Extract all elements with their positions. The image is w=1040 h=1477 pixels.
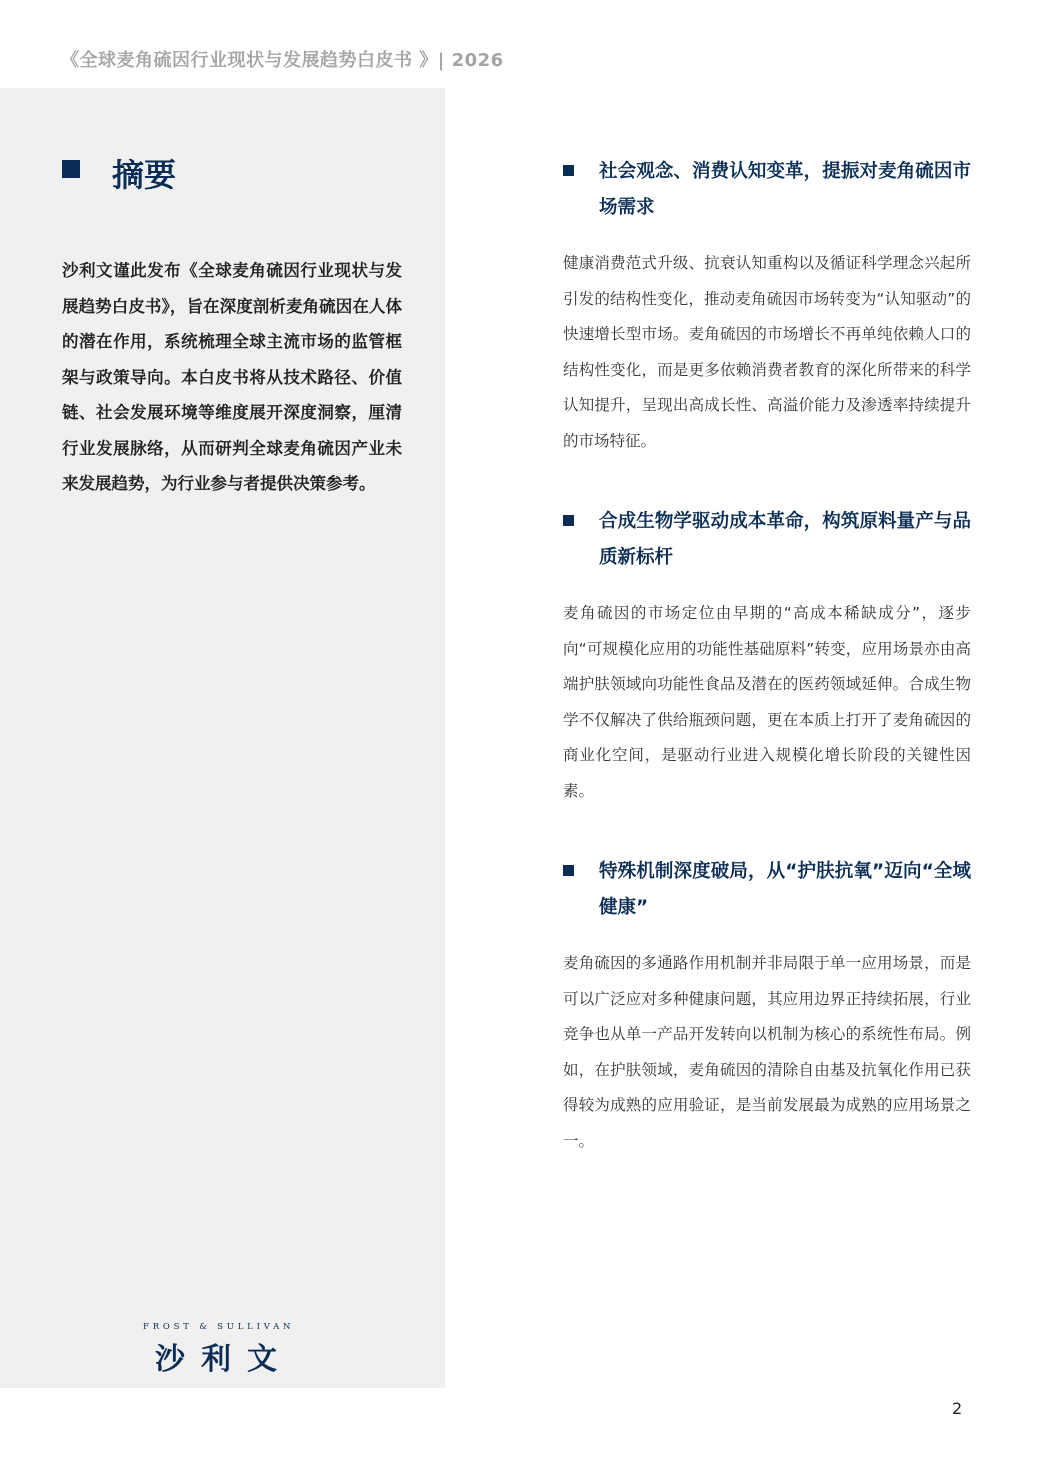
frost-sullivan-logo: [143, 1322, 305, 1377]
section-heading: [563, 154, 971, 226]
abstract-body: 沙利文谨此发布《全球麦角硫因行业现状与发展趋势白皮书》，旨在深度剖析麦角硫因在人体的潜在作用，系统梳理全球主流市场的监管框架与政策导向。本白皮书将从技术路径、价值链、社会发展环境等维度展开深度洞察，厘清行业发展脉络，从而研判全球麦角硫因产业未来发展趋势，为行业参与者提供决策参考。: [62, 261, 402, 493]
section-title: 特殊机制深度破局，从“护肤抗氧”迈向“全域健康”: [599, 861, 971, 918]
square-bullet-icon: [62, 160, 80, 178]
logo-english-text: FROST & SULLIVAN: [143, 1322, 295, 1332]
document-header: 《全球麦角硫因行业现状与发展趋势白皮书 》| 2026: [61, 50, 504, 71]
section-body: 麦角硫因的多通路作用机制并非局限于单一应用场景，而是可以广泛应对多种健康问题，其应用边界正持续拓展，行业竞争也从单一产品开发转向以机制为核心的系统性布局。例如，在护肤领域，麦角硫因的清除自由基及抗氧化作用已获得较为成熟的应用验证，是当前发展最为成熟的应用场景之一。: [563, 954, 971, 1150]
square-bullet-icon: [563, 865, 574, 876]
section-2: [563, 504, 971, 809]
section-body: 麦角硫因的市场定位由早期的“高成本稀缺成分”，逐步向“可规模化应用的功能性基础原料”转变，应用场景亦由高端护肤领域向功能性食品及潜在的医药领域延伸。合成生物学不仅解决了供给瓶颈问题，更在本质上打开了麦角硫因的商业化空间，是驱动行业进入规模化增长阶段的关键性因素。: [563, 604, 971, 800]
square-bullet-icon: [563, 165, 574, 176]
section-title: 社会观念、消费认知变革，提振对麦角硫因市场需求: [599, 161, 971, 218]
section-heading: [563, 504, 971, 576]
section-body: 健康消费范式升级、抗衰认知重构以及循证科学理念兴起所引发的结构性变化，推动麦角硫因市场转变为“认知驱动”的快速增长型市场。麦角硫因的市场增长不再单纯依赖人口的结构性变化，而是更多依赖消费者教育的深化所带来的科学认知提升，呈现出高成长性、高溢价能力及渗透率持续提升的市场特征。: [563, 254, 971, 450]
section-heading: [563, 854, 971, 926]
abstract-title: 摘要: [112, 156, 177, 194]
page-number: 2: [952, 1399, 963, 1418]
section-1: [563, 154, 971, 459]
logo-chinese-text: 沙利文: [155, 1342, 293, 1377]
section-title: 合成生物学驱动成本革命，构筑原料量产与品质新标杆: [599, 511, 971, 568]
section-3: [563, 854, 971, 1159]
square-bullet-icon: [563, 515, 574, 526]
